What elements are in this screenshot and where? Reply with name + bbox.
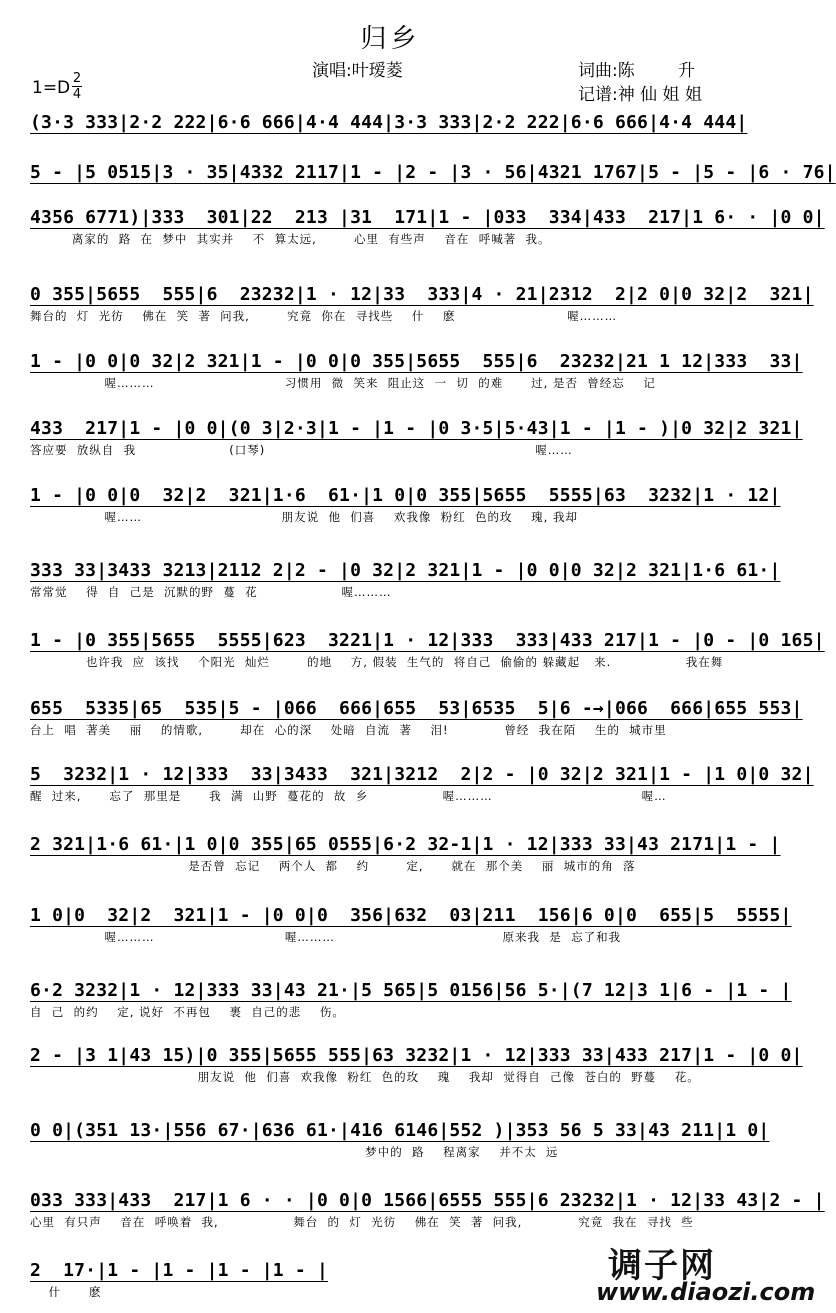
score-system — [30, 416, 803, 458]
notation-line: 1 - |0 0|0 32|2 321|1 - |0 0|0 355|5655 555|6 23232|21 1 12|333 33| — [30, 351, 803, 372]
lyric-line: 自 己 的约 定, 说好 不再包 裹 自己的悲 伤。 — [30, 1005, 345, 1019]
lyric-line: 离家的 路 在 梦中 其实并 不 算太远, 心里 有些声 音在 呼喊著 我。 — [30, 232, 551, 246]
watermark-url: www.diaozi.com — [596, 1278, 816, 1306]
score-system — [30, 1188, 825, 1230]
notation-line: 0 355|5655 555|6 23232|1 · 12|33 333|4 · 21|2312 2|2 0|0 32|2 321| — [30, 284, 814, 305]
lyric-line: 喔…… 朋友说 他 们喜 欢我像 粉红 色的玫 瑰, 我却 — [30, 510, 578, 524]
notation-line: 333 33|3433 3213|2112 2|2 - |0 32|2 321|1 - |0 0|0 32|2 321|1·6 61·| — [30, 560, 781, 581]
lyric-line: 答应要 放纵自 我 (口琴) 喔…… — [30, 443, 573, 457]
score-system — [30, 628, 825, 670]
score-system — [30, 832, 781, 874]
lyric-line: 喔……… 喔……… 原来我 是 忘了和我 — [30, 930, 622, 944]
lyric-line: 也许我 应 该找 个阳光 灿烂 的地 方, 假装 生气的 将自己 偷偷的 躲藏起 来. 我在舞 — [30, 655, 724, 669]
notation-line: (3·3 333|2·2 222|6·6 666|4·4 444|3·3 333|2·2 222|6·6 666|4·4 444| — [30, 112, 748, 133]
lyric-line: 朋友说 他 们喜 欢我像 粉红 色的玫 瑰 我却 觉得自 己像 苍白的 野蔓 花。 — [30, 1070, 700, 1084]
transcriber-credit: 记谱:神 仙 姐 姐 — [578, 85, 702, 105]
lyric-line: 醒 过来, 忘了 那里是 我 满 山野 蔓花的 故 乡 喔……… 喔… — [30, 789, 667, 803]
lyric-line: 喔……… 习惯用 微 笑来 阻止这 一 切 的难 过, 是否 曾经忘 记 — [30, 376, 656, 390]
watermark-name: 调子网 — [608, 1246, 716, 1286]
lyric-line — [30, 136, 765, 152]
notation-line: 6·2 3232|1 · 12|333 33|43 21·|5 565|5 0156|56 5·|(7 12|3 1|6 - |1 - | — [30, 980, 792, 1001]
score-system — [30, 903, 792, 945]
score-system — [30, 762, 814, 804]
notation-line: 1 - |0 0|0 32|2 321|1·6 61·|1 0|0 355|5655 5555|63 3232|1 · 12| — [30, 485, 781, 506]
score-system — [30, 978, 792, 1020]
notation-line: 0 0|(351 13·|556 67·|636 61·|416 6146|552 )|353 56 5 33|43 211|1 0| — [30, 1120, 770, 1141]
time-signature — [72, 72, 82, 101]
score-system — [30, 1043, 803, 1085]
lyric-line: 舞台的 灯 光彷 佛在 笑 著 问我, 究竟 你在 寻找些 什 麽 喔……… — [30, 309, 618, 323]
notation-line: 1 - |0 355|5655 5555|623 3221|1 · 12|333 333|433 217|1 - |0 - |0 165| — [30, 630, 825, 651]
score-system — [30, 349, 803, 391]
score-system — [30, 1118, 770, 1160]
lyric-line: 台上 唱 著美 丽 的情歌, 却在 心的深 处暗 自流 著 泪! 曾经 我在陌 生的 城市里 — [30, 723, 667, 737]
notation-line: 2 321|1·6 61·|1 0|0 355|65 0555|6·2 32-1|1 · 12|333 33|43 2171|1 - | — [30, 834, 781, 855]
lyric-line: 是否曾 忘记 两个人 都 约 定, 就在 那个美 丽 城市的角 落 — [30, 859, 636, 873]
notation-line: 433 217|1 - |0 0|(0 3|2·3|1 - |1 - |0 3·5|5·43|1 - |1 - )|0 32|2 321| — [30, 418, 803, 439]
song-title: 归乡 — [360, 24, 421, 54]
meter-bottom: 4 — [72, 87, 82, 102]
lyric-line — [30, 186, 765, 202]
key-signature: 1=D — [32, 78, 71, 98]
notation-line: 033 333|433 217|1 6 · · |0 0|0 1566|6555 555|6 23232|1 · 12|33 43|2 - | — [30, 1190, 825, 1211]
lyric-line: 心里 有只声 音在 呼唤着 我, 舞台 的 灯 光彷 佛在 笑 著 问我, 究竟 我在 寻找 些 — [30, 1215, 694, 1229]
notation-line: 5 - |5 0515|3 · 35|4332 2117|1 - |2 - |3 · 56|4321 1767|5 - |5 - |6 · 76| — [30, 162, 836, 183]
notation-line: 4356 6771)|333 301|22 213 |31 171|1 - |033 334|433 217|1 6· · |0 0| — [30, 207, 825, 228]
meter-top: 2 — [72, 71, 82, 86]
lyric-line: 梦中的 路 程离家 并不太 远 — [30, 1145, 559, 1159]
score-system — [30, 696, 803, 738]
notation-line: 655 5335|65 535|5 - |066 666|655 53|6535 5|6 -→|066 666|655 553| — [30, 698, 803, 719]
notation-line: 1 0|0 32|2 321|1 - |0 0|0 356|632 03|211 156|6 0|0 655|5 5555| — [30, 905, 792, 926]
notation-line: 2 17·|1 - |1 - |1 - |1 - | — [30, 1260, 328, 1281]
notation-line: 2 - |3 1|43 15)|0 355|5655 555|63 3232|1 · 12|333 33|433 217|1 - |0 0| — [30, 1045, 803, 1066]
score-system — [30, 160, 836, 202]
score-system — [30, 558, 781, 600]
notation-line: 5 3232|1 · 12|333 33|3433 321|3212 2|2 - |0 32|2 321|1 - |1 0|0 32| — [30, 764, 814, 785]
singer-credit: 演唱:叶瑷菱 — [312, 61, 403, 81]
score-system — [30, 110, 765, 152]
score-system — [30, 282, 814, 324]
lyricist-credit: 词曲:陈 升 — [578, 61, 695, 81]
score-system — [30, 483, 781, 525]
score-system — [30, 205, 825, 247]
lyric-line: 什 麽 — [30, 1285, 102, 1299]
lyric-line: 常常觉 得 自 己是 沉默的野 蔓 花 喔……… — [30, 585, 392, 599]
